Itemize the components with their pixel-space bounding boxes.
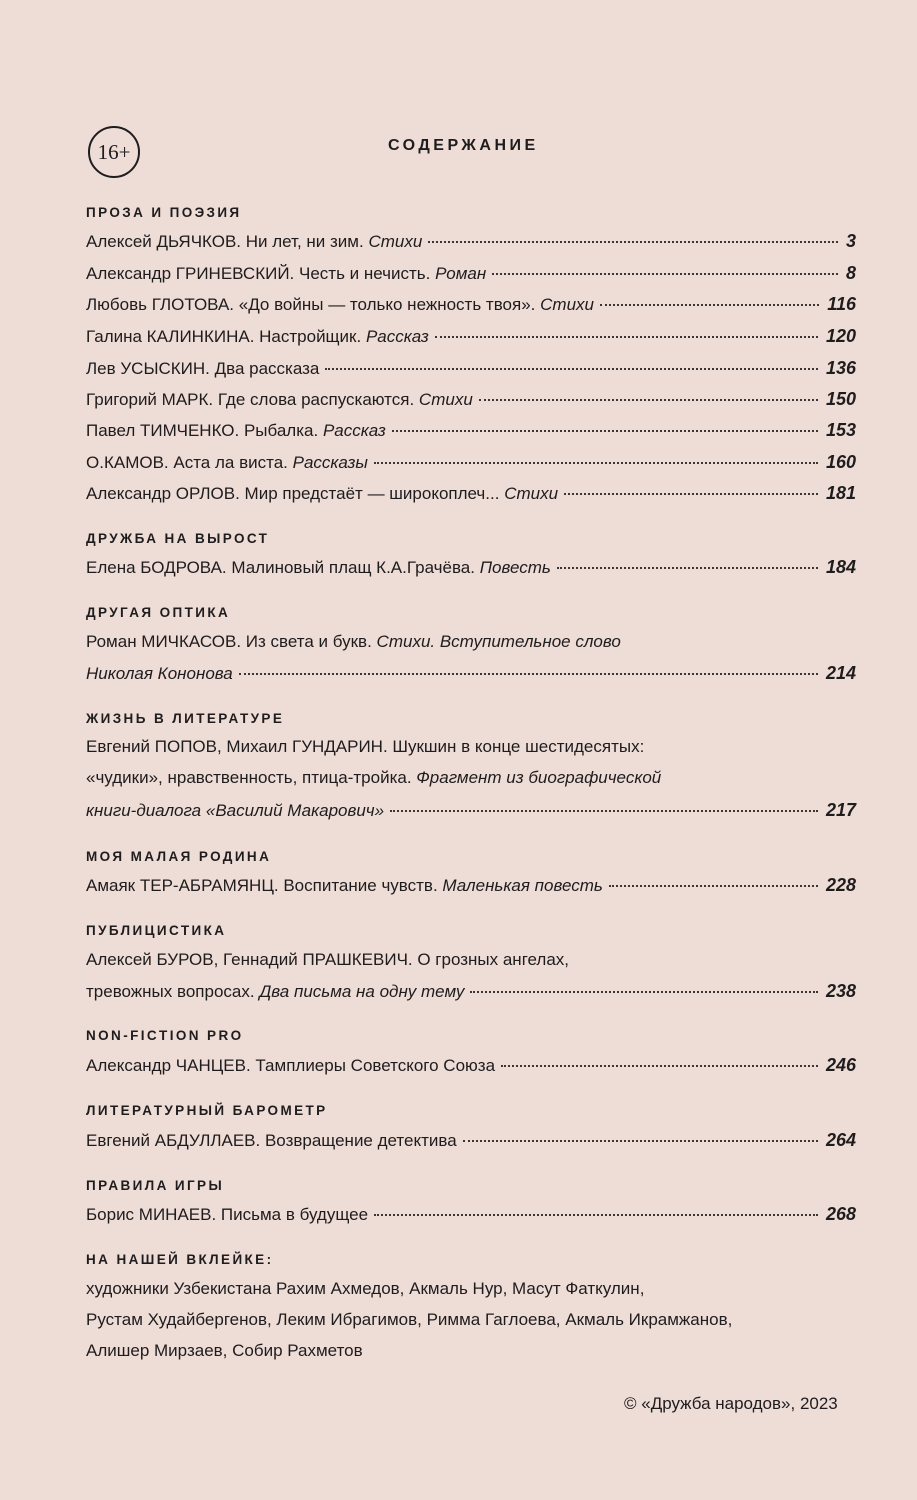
entry-text: Борис МИНАЕВ. Письма в будущее bbox=[86, 1205, 369, 1224]
entry-genre: Роман bbox=[435, 264, 487, 283]
entry-text: Елена БОДРОВА. Малиновый плащ К.А.Грачёва. bbox=[86, 558, 475, 577]
entry-text: Александр ЧАНЦЕВ. Тамплиеры Советского Союза bbox=[86, 1056, 496, 1075]
entry-genre: Стихи. Вступительное слово bbox=[376, 632, 621, 651]
dot-leader bbox=[390, 810, 818, 812]
dot-leader bbox=[479, 399, 818, 401]
page-number: 3 bbox=[845, 231, 856, 251]
dot-leader bbox=[600, 304, 819, 306]
toc-entry bbox=[86, 800, 856, 824]
dot-leader bbox=[374, 462, 818, 464]
toc-entry bbox=[86, 326, 856, 350]
section-heading: ПРОЗА И ПОЭЗИЯ bbox=[86, 205, 242, 220]
entry-text: Евгений АБДУЛЛАЕВ. Возвращение детектива bbox=[86, 1131, 457, 1150]
entry-text: «чудики», нравственность, птица-тройка. bbox=[86, 768, 412, 787]
section-heading: ПРАВИЛА ИГРЫ bbox=[86, 1178, 225, 1193]
entry-text: Павел ТИМЧЕНКО. Рыбалка. bbox=[86, 421, 319, 440]
entry-genre: Маленькая повесть bbox=[442, 876, 603, 895]
entry-text: Александр ГРИНЕВСКИЙ. Честь и нечисть. bbox=[86, 264, 431, 283]
page-number: 268 bbox=[825, 1204, 856, 1224]
entry-genre: Фрагмент из биографической bbox=[416, 768, 662, 787]
page-number: 214 bbox=[825, 663, 856, 683]
toc-text-line bbox=[86, 950, 856, 974]
entry-genre: Рассказ bbox=[365, 327, 429, 346]
page-number: 246 bbox=[825, 1055, 856, 1075]
page-number: 184 bbox=[825, 557, 856, 577]
dot-leader bbox=[557, 567, 818, 569]
copyright-line: © «Дружба народов», 2023 bbox=[624, 1394, 838, 1413]
page-number: 120 bbox=[825, 326, 856, 346]
dot-leader bbox=[463, 1140, 818, 1142]
entry-genre: Стихи bbox=[504, 484, 559, 503]
dot-leader bbox=[609, 885, 818, 887]
entry-text: Алексей ДЬЯЧКОВ. Ни лет, ни зим. bbox=[86, 232, 364, 251]
page-number: 153 bbox=[825, 420, 856, 440]
toc-text-line bbox=[86, 1341, 856, 1365]
toc-text-line bbox=[86, 737, 856, 761]
dot-leader bbox=[435, 336, 818, 338]
section-heading: NON-FICTION PRO bbox=[86, 1028, 244, 1043]
entry-genre: Повесть bbox=[479, 558, 551, 577]
entry-text: Лев УСЫСКИН. Два рассказа bbox=[86, 359, 320, 378]
entry-genre: Рассказ bbox=[322, 421, 386, 440]
toc-entry bbox=[86, 263, 856, 287]
toc-entry bbox=[86, 452, 856, 476]
page-number: 217 bbox=[825, 800, 856, 820]
entry-text: Галина КАЛИНКИНА. Настройщик. bbox=[86, 327, 362, 346]
toc-entry bbox=[86, 875, 856, 899]
toc-entry bbox=[86, 981, 856, 1005]
toc-entry bbox=[86, 358, 856, 382]
toc-text-line bbox=[86, 768, 856, 792]
dot-leader bbox=[428, 241, 838, 243]
toc-entry bbox=[86, 663, 856, 687]
dot-leader bbox=[492, 273, 838, 275]
entry-text: Алишер Мирзаев, Собир Рахметов bbox=[86, 1341, 363, 1360]
toc-entry bbox=[86, 557, 856, 581]
entry-text: Любовь ГЛОТОВА. «До войны — только нежность твоя». bbox=[86, 295, 536, 314]
entry-text: Александр ОРЛОВ. Мир предстаёт — широкоплеч... bbox=[86, 484, 500, 503]
entry-text: Евгений ПОПОВ, Михаил ГУНДАРИН. Шукшин в конце шестидесятых: bbox=[86, 737, 645, 756]
entry-genre: книги-диалога «Василий Макарович» bbox=[86, 801, 385, 820]
toc-entry bbox=[86, 1055, 856, 1079]
dot-leader bbox=[564, 493, 818, 495]
section-heading: МОЯ МАЛАЯ РОДИНА bbox=[86, 849, 272, 864]
page-number: 136 bbox=[825, 358, 856, 378]
entry-text: Роман МИЧКАСОВ. Из света и букв. bbox=[86, 632, 372, 651]
page-number: 160 bbox=[825, 452, 856, 472]
toc-entry bbox=[86, 294, 856, 318]
entry-text: Амаяк ТЕР-АБРАМЯНЦ. Воспитание чувств. bbox=[86, 876, 438, 895]
dot-leader bbox=[239, 673, 818, 675]
page-number: 228 bbox=[825, 875, 856, 895]
entry-genre: Стихи bbox=[368, 232, 423, 251]
toc-entry bbox=[86, 483, 856, 507]
entry-text: тревожных вопросах. bbox=[86, 982, 255, 1001]
toc-entry bbox=[86, 1130, 856, 1154]
toc-entry bbox=[86, 1204, 856, 1228]
section-heading: НА НАШЕЙ ВКЛЕЙКЕ: bbox=[86, 1252, 274, 1267]
toc-text-line bbox=[86, 1310, 856, 1334]
entry-genre: Рассказы bbox=[292, 453, 368, 472]
page-number: 264 bbox=[825, 1130, 856, 1150]
page-number: 150 bbox=[825, 389, 856, 409]
page-number: 8 bbox=[845, 263, 856, 283]
entry-genre: Стихи bbox=[540, 295, 594, 314]
dot-leader bbox=[501, 1065, 818, 1067]
toc-entry bbox=[86, 389, 856, 413]
entry-text: О.КАМОВ. Аста ла виста. bbox=[86, 453, 288, 472]
page-number: 238 bbox=[825, 981, 856, 1001]
toc-entry bbox=[86, 231, 856, 255]
entry-genre: Николая Кононова bbox=[86, 664, 233, 683]
page-title: СОДЕРЖАНИЕ bbox=[388, 137, 539, 154]
entry-text: художники Узбекистана Рахим Ахмедов, Акмаль Нур, Масут Фаткулин, bbox=[86, 1279, 645, 1298]
section-heading: ДРУГАЯ ОПТИКА bbox=[86, 605, 231, 620]
entry-text: Григорий МАРК. Где слова распускаются. bbox=[86, 390, 415, 409]
toc-text-line bbox=[86, 632, 856, 656]
entry-text: Алексей БУРОВ, Геннадий ПРАШКЕВИЧ. О грозных ангелах, bbox=[86, 950, 570, 969]
entry-text: Рустам Худайбергенов, Леким Ибрагимов, Римма Гаглоева, Акмаль Икрамжанов, bbox=[86, 1310, 733, 1329]
toc-entry bbox=[86, 420, 856, 444]
page-number: 116 bbox=[827, 294, 856, 314]
age-rating-badge: 16+ bbox=[88, 126, 140, 178]
dot-leader bbox=[470, 991, 818, 993]
toc-text-line bbox=[86, 1279, 856, 1303]
section-heading: ЛИТЕРАТУРНЫЙ БАРОМЕТР bbox=[86, 1103, 328, 1118]
dot-leader bbox=[374, 1214, 818, 1216]
section-heading: ДРУЖБА НА ВЫРОСТ bbox=[86, 531, 270, 546]
dot-leader bbox=[325, 368, 818, 370]
entry-genre: Стихи bbox=[418, 390, 473, 409]
section-heading: ЖИЗНЬ В ЛИТЕРАТУРЕ bbox=[86, 711, 285, 726]
section-heading: ПУБЛИЦИСТИКА bbox=[86, 923, 227, 938]
entry-genre: Два письма на одну тему bbox=[259, 982, 465, 1001]
page-number: 181 bbox=[825, 483, 856, 503]
dot-leader bbox=[392, 430, 818, 432]
